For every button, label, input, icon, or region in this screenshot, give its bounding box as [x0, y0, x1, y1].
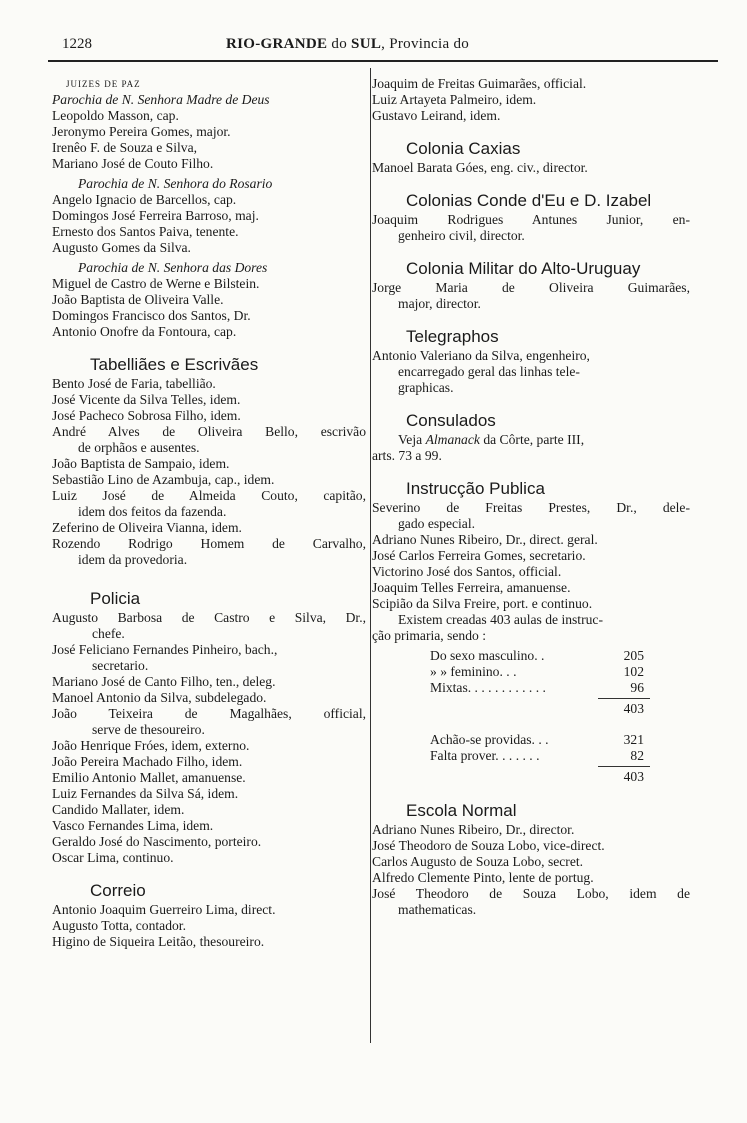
list-item: Adriano Nunes Ribeiro, Dr., direct. geral. — [372, 532, 598, 547]
list-item: Candido Mallater, idem. — [52, 802, 185, 817]
section-label-juizes: JUIZES DE PAZ — [66, 79, 141, 89]
table-row — [372, 664, 690, 680]
row-label: Achão-se providas. . . — [430, 732, 549, 747]
list-item: Antonio Joaquim Guerreiro Lima, direct. — [52, 902, 276, 917]
list-item: Higino de Siqueira Leitão, thesoureiro. — [52, 934, 265, 949]
list-item: idem dos feitos da fazenda. — [78, 504, 227, 519]
list-item: Adriano Nunes Ribeiro, Dr., director. — [372, 822, 575, 837]
entry-list — [372, 348, 690, 396]
list-item: João Baptista de Sampaio, idem. — [52, 456, 230, 471]
list-item: secretario. — [92, 658, 149, 673]
table-row — [372, 748, 690, 764]
list-item: major, director. — [398, 296, 481, 311]
list-item: João Pereira Machado Filho, idem. — [52, 754, 243, 769]
row-value: 102 — [623, 664, 644, 679]
list-item: Angelo Ignacio de Barcellos, cap. — [52, 192, 237, 207]
parochia-title: Parochia de N. Senhora do Rosario — [78, 176, 273, 191]
section-heading: Colonia Caxias — [406, 139, 521, 158]
table-row — [372, 680, 690, 696]
list-item: Mariano José de Canto Filho, ten., deleg. — [52, 674, 276, 689]
entry-line: Veja Almanack da Côrte, parte III, — [398, 432, 585, 447]
section-heading: Telegraphos — [406, 327, 499, 346]
list-item: José Vicente da Silva Telles, idem. — [52, 392, 241, 407]
section-heading: Policia — [90, 589, 141, 608]
list-item: Joaquim Rodrigues Antunes Junior, en- — [372, 212, 690, 227]
list-item: Alfredo Clemente Pinto, lente de portug. — [372, 870, 594, 885]
left-column — [52, 76, 366, 950]
name-list — [52, 108, 366, 172]
list-item: José Carlos Ferreira Gomes, secretario. — [372, 548, 586, 563]
section-heading: Instrucção Publica — [406, 479, 545, 498]
list-item: André Alves de Oliveira Bello, escrivão — [52, 424, 366, 439]
count-total: 403 — [372, 696, 690, 718]
list-item: Luiz José de Almeida Couto, capitão, — [52, 488, 366, 503]
name-list — [52, 902, 366, 950]
section-heading: Tabelliães e Escrivães — [90, 355, 259, 374]
list-item: Oscar Lima, continuo. — [52, 850, 174, 865]
table-row — [372, 648, 690, 664]
list-item: José Pacheco Sobrosa Filho, idem. — [52, 408, 241, 423]
list-item: Leopoldo Masson, cap. — [52, 108, 179, 123]
count-table — [372, 732, 690, 764]
list-item: Scipião da Silva Freire, port. e continuo. — [372, 596, 593, 611]
entry-list — [52, 610, 366, 866]
list-item: Antonio Valeriano da Silva, engenheiro, — [372, 348, 590, 363]
list-item: Augusto Gomes da Silva. — [52, 240, 191, 255]
list-item: Domingos José Ferreira Barroso, maj. — [52, 208, 259, 223]
list-item: graphicas. — [398, 380, 454, 395]
list-item: Augusto Barbosa de Castro e Silva, Dr., — [52, 610, 366, 625]
list-item: Gustavo Leirand, idem. — [372, 108, 501, 123]
entry-list — [372, 212, 690, 244]
list-item: Jorge Maria de Oliveira Guimarães, — [372, 280, 690, 295]
count-table — [372, 648, 690, 696]
table-row — [372, 732, 690, 748]
row-label: Falta prover. . . . . . . — [430, 748, 540, 763]
list-item: Severino de Freitas Prestes, Dr., dele- — [372, 500, 690, 515]
count-total: 403 — [372, 764, 690, 786]
list-item: José Theodoro de Souza Lobo, idem de — [372, 886, 690, 901]
row-label: Do sexo masculino. . — [430, 648, 545, 663]
list-item: Ernesto dos Santos Paiva, tenente. — [52, 224, 239, 239]
list-item: Antonio Onofre da Fontoura, cap. — [52, 324, 237, 339]
list-item: João Teixeira de Magalhães, official, — [52, 706, 366, 721]
name-list — [52, 276, 366, 340]
list-item: Domingos Francisco dos Santos, Dr. — [52, 308, 251, 323]
list-item: Mariano José de Couto Filho. — [52, 156, 214, 171]
row-value: 205 — [623, 648, 644, 663]
list-item: João Henrique Fróes, idem, externo. — [52, 738, 250, 753]
right-column — [372, 76, 690, 918]
row-label: » » feminino. . . — [430, 664, 517, 679]
list-item: Joaquim Telles Ferreira, amanuense. — [372, 580, 571, 595]
list-item: mathematicas. — [398, 902, 477, 917]
header-rule — [48, 60, 718, 62]
list-item: genheiro civil, director. — [398, 228, 525, 243]
list-item: Sebastião Lino de Azambuja, cap., idem. — [52, 472, 275, 487]
list-item: José Theodoro de Souza Lobo, vice-direct. — [372, 838, 605, 853]
section-heading: Escola Normal — [406, 801, 517, 820]
section-heading: Consulados — [406, 411, 496, 430]
list-item: gado especial. — [398, 516, 475, 531]
row-value: 96 — [630, 680, 644, 695]
row-value: 82 — [630, 748, 644, 763]
name-list — [372, 76, 690, 124]
entry-list — [372, 500, 690, 644]
column-divider — [370, 68, 371, 1043]
entry-line: arts. 73 a 99. — [372, 448, 442, 463]
list-item: Bento José de Faria, tabellião. — [52, 376, 216, 391]
row-label: Mixtas. . . . . . . . . . . . — [430, 680, 546, 695]
list-item: Luiz Fernandes da Silva Sá, idem. — [52, 786, 239, 801]
list-item: Zeferino de Oliveira Vianna, idem. — [52, 520, 242, 535]
list-item: José Feliciano Fernandes Pinheiro, bach., — [52, 642, 278, 657]
list-item: serve de thesoureiro. — [92, 722, 205, 737]
page-number: 1228 — [62, 36, 92, 52]
list-item: Manoel Antonio da Silva, subdelegado. — [52, 690, 267, 705]
parochia-title: Parochia de N. Senhora das Dores — [78, 260, 268, 275]
page-header — [48, 34, 720, 58]
list-item: idem da provedoria. — [78, 552, 188, 567]
list-item: Geraldo José do Nascimento, porteiro. — [52, 834, 262, 849]
list-item: chefe. — [92, 626, 125, 641]
row-value: 321 — [623, 732, 644, 747]
list-item: Victorino José dos Santos, official. — [372, 564, 562, 579]
list-item: Miguel de Castro de Werne e Bilstein. — [52, 276, 260, 291]
section-heading: Colonias Conde d'Eu e D. Izabel — [406, 191, 652, 210]
list-item: Augusto Totta, contador. — [52, 918, 186, 933]
entry-list — [372, 280, 690, 312]
section-heading: Correio — [90, 881, 146, 900]
entry-line: Manoel Barata Góes, eng. civ., director. — [372, 160, 588, 175]
list-item: Irenêo F. de Souza e Silva, — [52, 140, 198, 155]
running-title: RIO-GRANDE do SUL, Provincia do — [226, 36, 470, 52]
list-item: Rozendo Rodrigo Homem de Carvalho, — [52, 536, 366, 551]
name-list — [52, 192, 366, 256]
list-item: encarregado geral das linhas tele- — [398, 364, 580, 379]
list-item: Joaquim de Freitas Guimarães, official. — [372, 76, 587, 91]
entry-list — [372, 822, 690, 918]
list-item: Emilio Antonio Mallet, amanuense. — [52, 770, 246, 785]
list-item: ção primaria, sendo : — [372, 628, 486, 643]
list-item: Vasco Fernandes Lima, idem. — [52, 818, 214, 833]
list-item: de orphãos e ausentes. — [78, 440, 200, 455]
list-item: Luiz Artayeta Palmeiro, idem. — [372, 92, 537, 107]
entry-list — [52, 376, 366, 568]
list-item: Carlos Augusto de Souza Lobo, secret. — [372, 854, 584, 869]
section-heading: Colonia Militar do Alto-Uruguay — [406, 259, 641, 278]
list-item: Existem creadas 403 aulas de instruc- — [398, 612, 603, 627]
parochia-title: Parochia de N. Senhora Madre de Deus — [52, 92, 270, 107]
list-item: Jeronymo Pereira Gomes, major. — [52, 124, 231, 139]
list-item: João Baptista de Oliveira Valle. — [52, 292, 224, 307]
